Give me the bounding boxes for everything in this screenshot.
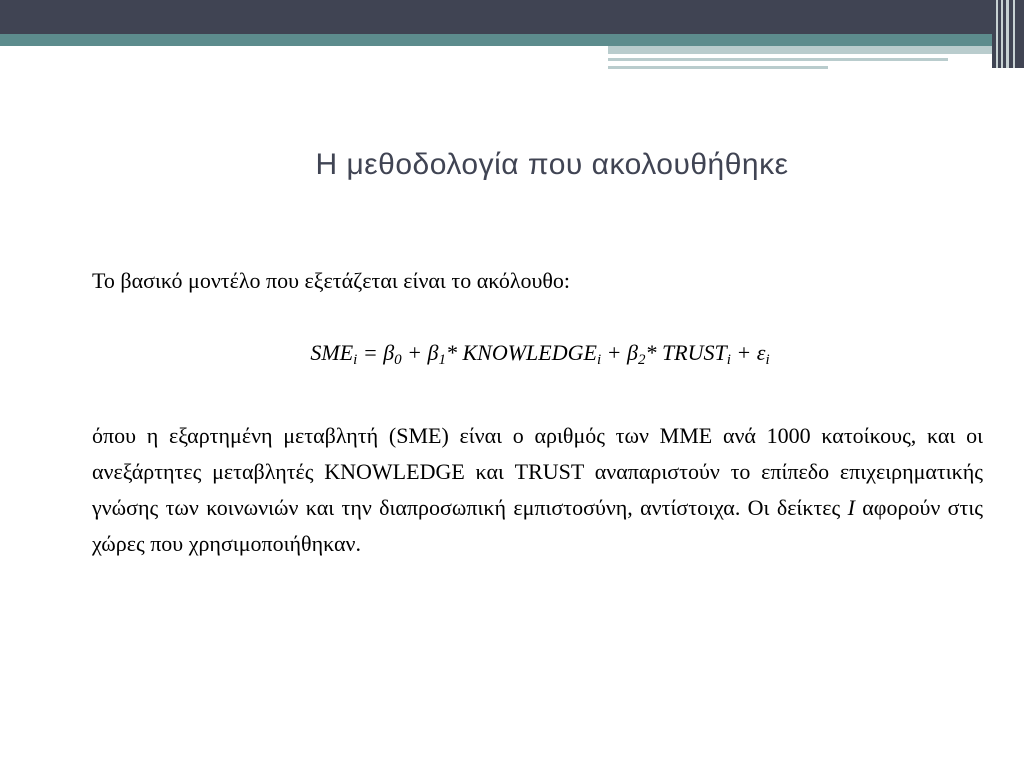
explanation-paragraph: όπου η εξαρτημένη μεταβλητή (SME) είναι ο αριθμός των ΜΜΕ ανά 1000 κατοίκους, και οι ανεξάρτητες μεταβλητές KNOWLEDGE και TRUST αναπαριστούν το επίπεδο επιχειρηματικής γνώσης των κοινωνιών και την διαπροσωπική εμπιστοσύνη, αντίστοιχα. Οι δείκτες I αφορούν στις χώρες που χρησιμοποιήθηκαν. — [92, 423, 984, 556]
header-bar-teal — [0, 34, 1024, 46]
header-bar-dark — [0, 0, 1024, 34]
header-bar-light — [608, 46, 1024, 54]
model-formula: $SME_i = \beta_0 + \beta_1*$ $KNOWLEDGE_i + \beta_2*$ $TRUST_i + \varepsilon_i$ — [310, 340, 770, 368]
intro-text: Το βασικό μοντέλο που εξετάζεται είναι το ακόλουθο: — [92, 268, 571, 293]
header-line-1 — [608, 58, 948, 61]
corner-decoration — [992, 0, 1024, 68]
slide-title: Η μεθοδολογία που ακολουθήθηκε — [315, 148, 789, 181]
header-line-2 — [608, 66, 828, 69]
